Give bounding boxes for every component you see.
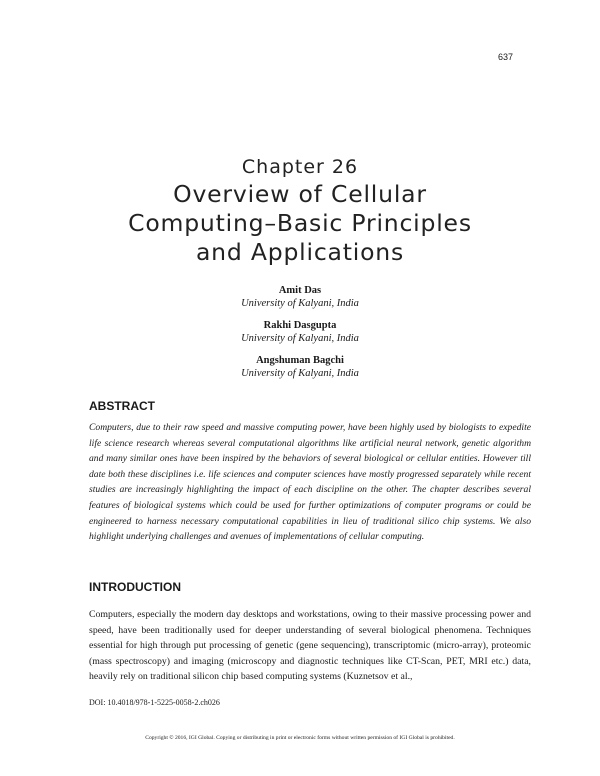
- abstract-text: Computers, due to their raw speed and massive computing power, have been highly used by biologists to expedite life science research whereas several computational algorithms like artificial neural network, genetic algorithm and many similar ones have been inspired by the behaviors of several biological or cellular entities. However till date both these disciplines i.e. life sciences and computer sciences have mostly progressed separately while recent studies are increasingly highlighting the impact of each discipline on the other. The chapter describes several features of biological systems which could be used for further optimizations of computer programs or could be engineered to harness necessary computational capabilities in lieu of traditional silico chip systems. We also highlight underlying challenges and avenues of implementations of cellular computing.: [89, 422, 531, 543]
- author-name: Amit Das: [278, 285, 322, 296]
- chapter-title: [60, 180, 540, 267]
- author-affiliation: University of Kalyani, India: [241, 333, 359, 344]
- abstract-heading: ABSTRACT: [89, 399, 155, 413]
- chapter-title-line: Overview of Cellular: [173, 180, 427, 208]
- author-affiliation: University of Kalyani, India: [241, 368, 359, 379]
- page-number: 637: [497, 52, 513, 62]
- author-block: [0, 284, 600, 310]
- author-name: Angshuman Bagchi: [256, 355, 344, 366]
- author-list: [0, 284, 600, 389]
- chapter-title-line: Computing–Basic Principles: [128, 209, 472, 237]
- author-affiliation: University of Kalyani, India: [241, 298, 359, 309]
- introduction-text: Computers, especially the modern day desktops and workstations, owing to their massive processing power and speed, have been traditionally used for deeper understanding of several biological phenomena. Techniques essential for high through put processing of genetic (gene sequencing), transcriptomic (micro-array), proteomic (mass spectroscopy) and imaging (microscopy and diagnostic techniques like CT-Scan, PET, MRI etc.) data, heavily rely on traditional silicon chip based computing systems (Kuznetsov et al.,: [89, 609, 531, 682]
- chapter-title-line: and Applications: [195, 238, 405, 266]
- copyright-notice: Copyright © 2016, IGI Global. Copying or distributing in print or electronic forms without written permission of IGI Global is prohibited.: [145, 735, 455, 741]
- author-block: [0, 354, 600, 380]
- doi-line: DOI: 10.4018/978-1-5225-0058-2.ch026: [89, 698, 220, 707]
- introduction-heading: INTRODUCTION: [89, 580, 181, 594]
- author-block: [0, 319, 600, 345]
- chapter-label: Chapter 26: [241, 156, 359, 178]
- author-name: Rakhi Dasgupta: [263, 320, 337, 331]
